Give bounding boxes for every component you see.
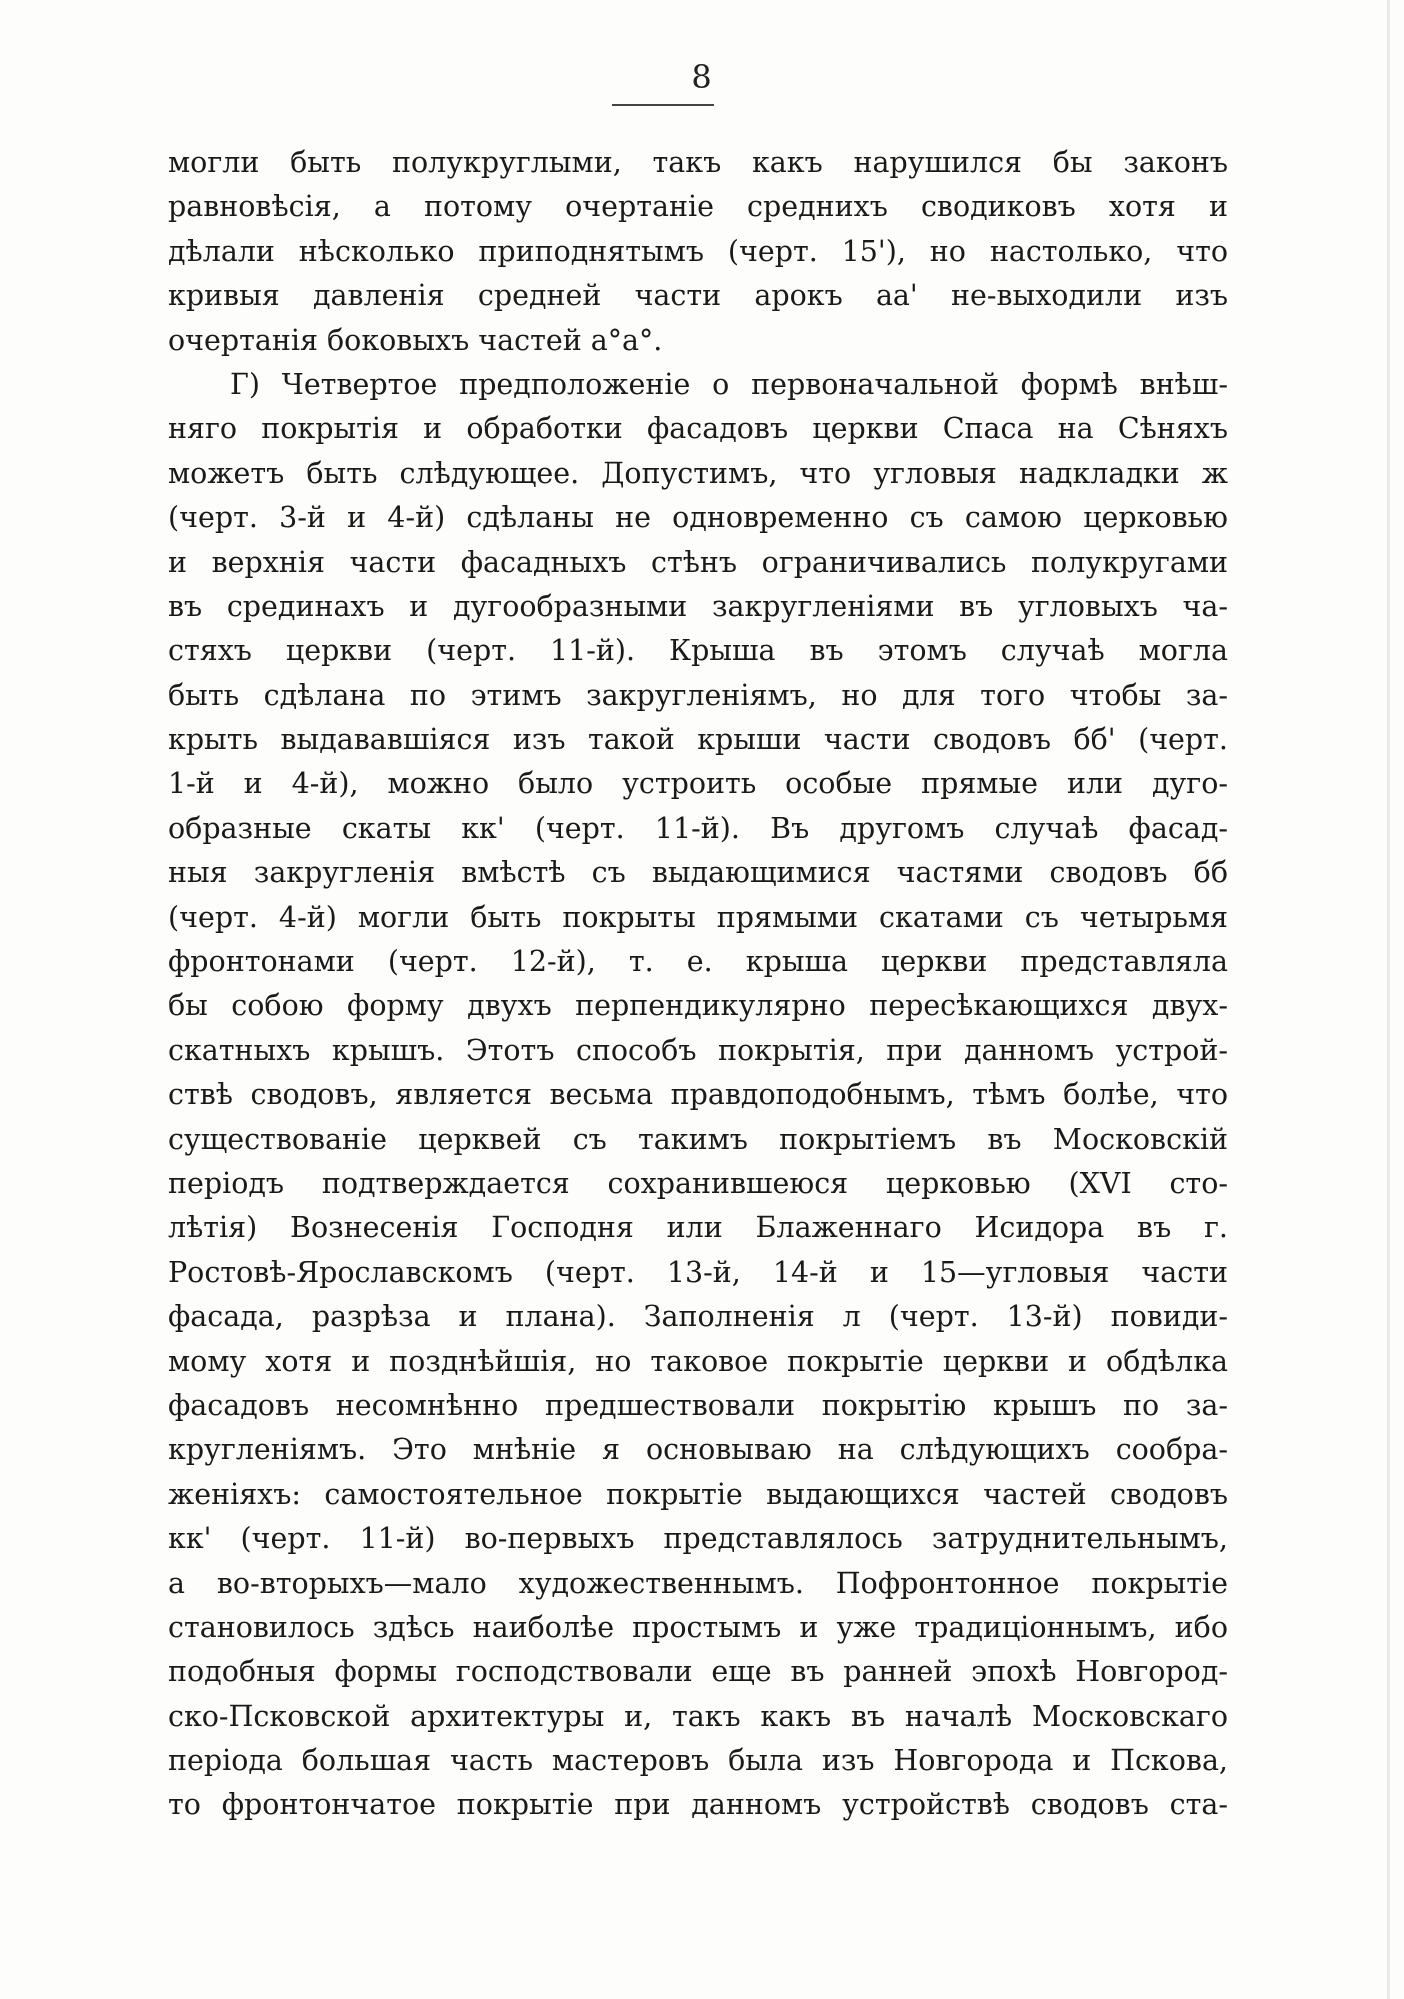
text-line: существованіе церквей съ такимъ покрытіемъ въ Московскій xyxy=(168,1122,1228,1156)
text-line: кк' (черт. 11-й) во-первыхъ представлялось затруднительнымъ, xyxy=(168,1522,1228,1556)
text-line: (черт. 3-й и 4-й) сдѣланы не одновременно съ самою церковью xyxy=(168,501,1228,535)
text-line: фасада, разрѣза и плана). Заполненія л (черт. 13-й) повиди- xyxy=(168,1300,1228,1334)
text-line: (черт. 4-й) могли быть покрыты прямыми скатами съ четырьмя xyxy=(168,900,1228,934)
text-line: подобныя формы господствовали еще въ ранней эпохѣ Новгород- xyxy=(168,1655,1228,1689)
text-line: ствѣ сводовъ, является весьма правдоподобнымъ, тѣмъ болѣе, что xyxy=(168,1078,1228,1112)
text-line: періодъ подтверждается сохранившеюся церковью (XVI сто- xyxy=(168,1166,1228,1200)
body-text xyxy=(168,141,1228,1828)
text-line: то фронтончатое покрытіе при данномъ устройствѣ сводовъ ста- xyxy=(168,1788,1228,1822)
text-line: быть сдѣлана по этимъ закругленіямъ, но для того чтобы за- xyxy=(168,678,1228,712)
text-line: могли быть полукруглыми, такъ какъ нарушился бы законъ xyxy=(168,146,1228,179)
text-line: женіяхъ: самостоятельное покрытіе выдающихся частей сводовъ xyxy=(168,1477,1228,1511)
text-line: лѣтія) Вознесенія Господня или Блаженнаго Исидора въ г. xyxy=(168,1211,1228,1245)
text-line: дѣлали нѣсколько приподнятымъ (черт. 15'), но настолько, что xyxy=(168,234,1228,268)
text-line: можетъ быть слѣдующее. Допустимъ, что угловыя надкладки ж xyxy=(168,456,1228,490)
page-number: 8 xyxy=(691,58,713,96)
text-line: скатныхъ крышъ. Этотъ способъ покрытія, при данномъ устрой- xyxy=(168,1033,1228,1067)
text-line: періода большая часть мастеровъ была изъ Новгорода и Пскова, xyxy=(168,1744,1228,1778)
text-line: ско-Псковской архитектуры и, такъ какъ въ началѣ Московскаго xyxy=(168,1699,1228,1733)
text-line: бы собою форму двухъ перпендикулярно пересѣкающихся двух- xyxy=(168,989,1228,1023)
text-line: няго покрытія и обработки фасадовъ церкви Спаса на Сѣняхъ xyxy=(168,412,1228,446)
paragraph-start-line: Г) Четвертое предположеніе о первоначальной формѣ внѣш- xyxy=(230,367,1228,401)
text-line: и верхнія части фасадныхъ стѣнъ ограничивались полукругами xyxy=(168,545,1228,579)
text-line: фасадовъ несомнѣнно предшествовали покрытію крышъ по за- xyxy=(168,1388,1228,1422)
text-line: кривыя давленія средней части арокъ аа' не-выходили изъ xyxy=(168,279,1228,313)
page-edge-line xyxy=(1387,0,1390,1999)
text-line: крыть выдававшіяся изъ такой крыши части сводовъ бб' (черт. xyxy=(168,723,1228,757)
text-line: 1-й и 4-й), можно было устроить особые прямые или дуго- xyxy=(168,767,1228,801)
text-line: стяхъ церкви (черт. 11-й). Крыша въ этомъ случаѣ могла xyxy=(168,634,1228,668)
text-line: мому хотя и позднѣйшія, но таковое покрытіе церкви и обдѣлка xyxy=(168,1344,1228,1378)
text-line: фронтонами (черт. 12-й), т. е. крыша церкви представляла xyxy=(168,945,1228,979)
header-rule xyxy=(612,104,714,106)
text-line: въ срединахъ и дугообразными закругленіями въ угловыхъ ча- xyxy=(168,589,1228,623)
text-line: очертанія боковыхъ частей а°а°. xyxy=(168,323,663,357)
text-line: Ростовѣ-Ярославскомъ (черт. 13-й, 14-й и 15—угловыя части xyxy=(168,1255,1228,1289)
text-line: становилось здѣсь наиболѣе простымъ и уже традиціоннымъ, ибо xyxy=(168,1610,1228,1644)
text-line: кругленіямъ. Это мнѣніе я основываю на слѣдующихъ сообра- xyxy=(168,1433,1228,1467)
text-line: ныя закругленія вмѣстѣ съ выдающимися частями сводовъ бб xyxy=(168,856,1228,890)
text-line: равновѣсія, а потому очертаніе среднихъ сводиковъ хотя и xyxy=(168,190,1228,224)
text-line: а во-вторыхъ—мало художественнымъ. Пофронтонное покрытіе xyxy=(168,1566,1228,1600)
text-line: образные скаты кк' (черт. 11-й). Въ другомъ случаѣ фасад- xyxy=(168,811,1228,845)
